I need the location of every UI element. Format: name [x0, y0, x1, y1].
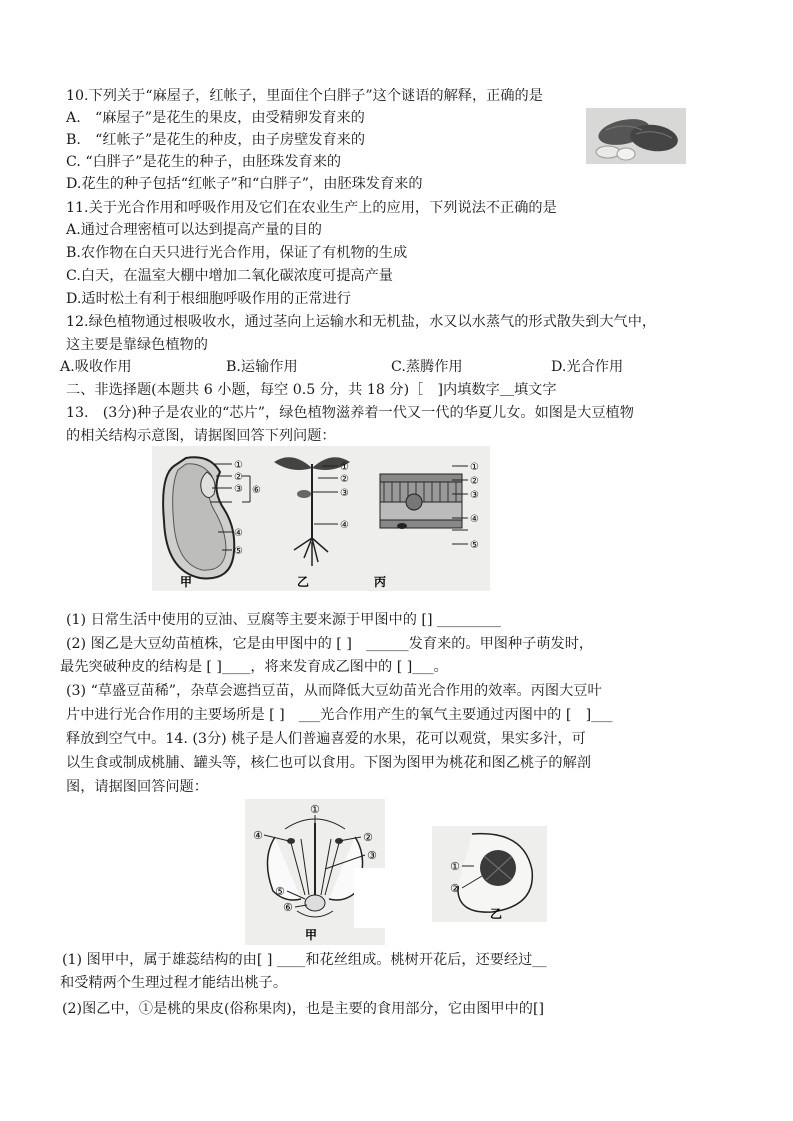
q12-option-c: C.蒸腾作用 — [391, 359, 463, 375]
q10-option-c: C. “白胖子”是花生的种子，由胚珠发育来的 — [66, 154, 342, 170]
q10-option-a: A. “麻屋子”是花生的果皮，由受精卵发育来的 — [66, 110, 365, 126]
leaf-label-1: ① — [470, 462, 479, 473]
flower-label-1: ① — [310, 803, 320, 816]
fruit-figure-label-yi: 乙 — [490, 907, 503, 921]
q13-intro-line2: 的相关结构示意图，请据图回答下列问题： — [66, 428, 336, 444]
q12-stem-line1: 12.绿色植物通过根吸收水，通过茎向上运输水和无机盐，水又以水蒸气的形式散失到大气中， — [66, 314, 657, 330]
section-heading: 二、非选择题(本题共 6 小题，每空 0.5 分，共 18 分)［ ]内填数字＿填文字 — [66, 382, 557, 398]
q11-option-d: D.适时松土有利于根细胞呼吸作用的正常进行 — [66, 291, 351, 307]
leaf-label-2: ② — [470, 476, 479, 487]
q13-part2-line2: 最先突破种皮的结构是 [ ]____，将来发育成乙图中的 [ ]___。 — [60, 659, 448, 675]
soybean-figure — [152, 446, 490, 591]
q12-option-a: A.吸收作用 — [60, 359, 132, 375]
leaf-section-diagram — [374, 462, 479, 589]
flower-label-4: ④ — [253, 829, 263, 842]
leaf-label-3: ③ — [470, 490, 479, 501]
seedling-label-3: ③ — [340, 488, 349, 499]
flower-label-3: ③ — [367, 849, 377, 862]
q13-part3-line3: 释放到空气中。14. (3分) 桃子是人们普遍喜爱的水果，花可以观赏，果实多汁，可 — [66, 731, 586, 747]
q13-part1: (1) 日常生活中使用的豆油、豆腐等主要来源于甲图中的 [] _________ — [66, 612, 501, 628]
q13-intro-line1: 13. (3分)种子是农业的“芯片”，绿色植物滋养着一代又一代的华夏儿女。如图是大豆植物 — [66, 405, 634, 421]
leaf-label-4: ④ — [470, 514, 479, 525]
fruit-label-1: ① — [450, 860, 460, 873]
flower-figure-label-jia: 甲 — [305, 928, 318, 942]
seed-label-3: ③ — [234, 484, 243, 495]
seed-label-6: ⑥ — [252, 485, 261, 496]
figure-label-bing: 丙 — [374, 575, 387, 589]
peach-fruit-figure — [432, 826, 547, 922]
seedling-label-4: ④ — [340, 520, 349, 531]
q11-stem: 11.关于光合作用和呼吸作用及它们在农业生产上的应用，下列说法不正确的是 — [66, 200, 557, 216]
blank-patch — [354, 868, 430, 928]
q14-intro-line1: 以生食或制成桃脯、罐头等，核仁也可以食用。下图为图甲为桃花和图乙桃子的解剖 — [66, 755, 591, 771]
q14-part1-line2: 和受精两个生理过程才能结出桃子。 — [60, 975, 288, 991]
q10-option-b: B. “红帐子”是花生的种皮，由子房壁发育来的 — [66, 132, 366, 148]
flower-label-5: ⑤ — [275, 885, 285, 898]
q11-option-a: A.通过合理密植可以达到提高产量的目的 — [66, 222, 322, 238]
peanut-photo — [586, 108, 686, 164]
q11-option-b: B.农作物在白天只进行光合作用，保证了有机物的生成 — [66, 245, 408, 261]
seedling-label-1: ① — [340, 462, 349, 473]
q12-option-d: D.光合作用 — [551, 359, 624, 375]
q14-part1-line1: (1) 图甲中，属于雄蕊结构的由[ ] ____和花丝组成。桃树开花后，还要经过__ — [62, 952, 547, 968]
seed-label-4: ④ — [234, 528, 243, 539]
q10-stem: 10.下列关于“麻屋子，红帐子，里面住个白胖子”这个谜语的解释，正确的是 — [66, 88, 543, 104]
q13-part3-line1: (3) “草盛豆苗稀”，杂草会遮挡豆苗，从而降低大豆幼苗光合作用的效率。丙图大豆叶 — [66, 683, 602, 699]
seedling-label-2: ② — [340, 474, 349, 485]
q14-intro-line2: 图，请据图回答问题： — [66, 779, 208, 795]
q10-option-d: D.花生的种子包括“红帐子”和“白胖子”，由胚珠发育来的 — [66, 176, 423, 192]
seed-diagram — [163, 457, 261, 589]
q13-part3-line2: 片中进行光合作用的主要场所是 [ ] ___光合作用产生的氧气主要通过丙图中的 [ ]___ — [66, 707, 613, 723]
q12-option-b: B.运输作用 — [226, 359, 298, 375]
leaf-label-5: ⑤ — [470, 540, 479, 551]
seedling-diagram — [274, 457, 350, 589]
q12-stem-line2: 这主要是靠绿色植物的 — [66, 337, 208, 353]
fruit-label-2: ② — [450, 882, 460, 895]
q13-part2-line1: (2) 图乙是大豆幼苗植株，它是由甲图中的 [ ] ______发育来的。甲图种子萌发时， — [66, 636, 594, 652]
q11-option-c: C.白天，在温室大棚中增加二氧化碳浓度可提高产量 — [66, 268, 393, 284]
figure-label-yi: 乙 — [297, 575, 310, 589]
flower-label-6: ⑥ — [283, 901, 293, 914]
figure-label-jia: 甲 — [180, 575, 193, 589]
seed-label-5: ⑤ — [234, 546, 243, 557]
seed-label-2: ② — [234, 472, 243, 483]
q14-part2: (2)图乙中，①是桃的果皮(俗称果肉)，也是主要的食用部分，它由图甲中的[] — [62, 1001, 545, 1017]
flower-label-2: ② — [363, 831, 373, 844]
seed-label-1: ① — [234, 460, 243, 471]
